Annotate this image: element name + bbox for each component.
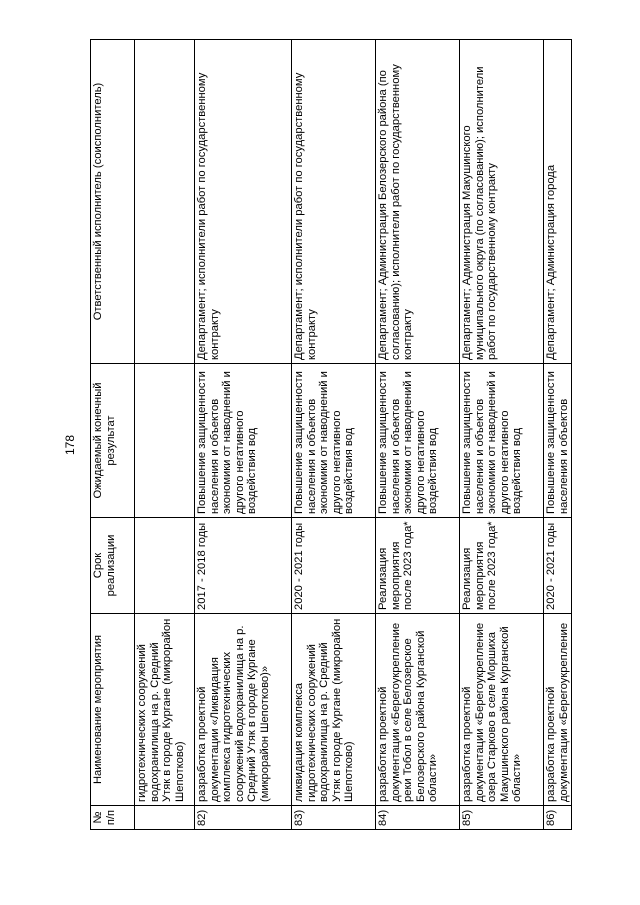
cell-num: 86): [544, 806, 572, 830]
table-row: [195, 40, 292, 830]
table-header-row: [91, 40, 135, 830]
cell-term: Реализация мероприятия после 2023 года*: [376, 518, 460, 614]
cell-executor: [135, 40, 195, 364]
page-number: 178: [63, 434, 77, 455]
cell-executor: Департамент; исполнители работ по государственному контракту: [195, 40, 292, 364]
cell-term: Реализация мероприятия после 2023 года*: [460, 518, 544, 614]
cell-term: 2020 - 2021 годы: [292, 518, 376, 614]
cell-num: 85): [460, 806, 544, 830]
table-row: [135, 40, 195, 830]
cell-num: [135, 806, 195, 830]
table-row: [460, 40, 544, 830]
cell-result: Повышение защищенности населения и объектов экономики от наводнений и другого негативного воздействия вод: [376, 364, 460, 518]
cell-num: 84): [376, 806, 460, 830]
cell-name: разработка проектной документации «Берегоукрепление озера Старково в селе Моршиха Макушинского района Курганской области»: [460, 614, 544, 806]
cell-num: 82): [195, 806, 292, 830]
table-row: [292, 40, 376, 830]
table-row: [544, 40, 572, 830]
cell-result: Повышение защищенности населения и объектов: [544, 364, 572, 518]
cell-result: Повышение защищенности населения и объектов экономики от наводнений и другого негативного воздействия вод: [195, 364, 292, 518]
cell-executor: Департамент; исполнители работ по государственному контракту: [292, 40, 376, 364]
header-name: Наименование мероприятия: [91, 614, 135, 806]
cell-result: [135, 364, 195, 518]
header-term: Срок реализации: [91, 518, 135, 614]
cell-term: [135, 518, 195, 614]
table-row: [376, 40, 460, 830]
cell-executor: Департамент; Администрация Макушинского муниципального округа (по согласованию); исполнители работ по государственному контракту: [460, 40, 544, 364]
header-num: № п/п: [91, 806, 135, 830]
cell-term: 2017 - 2018 годы: [195, 518, 292, 614]
cell-executor: Департамент; Администрация Белозерского района (по согласованию); исполнители работ по государственному контракту: [376, 40, 460, 364]
cell-term: 2020 - 2021 годы: [544, 518, 572, 614]
rotated-table-container: [90, 40, 569, 830]
cell-name: ликвидация комплекса гидротехнических сооружений водохранилища на р. Средний Утяк в городе Кургане (микрорайон Шепотково): [292, 614, 376, 806]
header-executor: Ответственный исполнитель (соисполнитель): [91, 40, 135, 364]
header-result: Ожидаемый конечный результат: [91, 364, 135, 518]
cell-executor: Департамент; Администрация города: [544, 40, 572, 364]
cell-result: Повышение защищенности населения и объектов экономики от наводнений и другого негативного воздействия вод: [292, 364, 376, 518]
cell-name: разработка проектной документации «Ликвидация комплекса гидротехнических сооружений водохранилища на р. Средний Утяк в городе Кургане (микрорайон Шепотково)»: [195, 614, 292, 806]
cell-name: гидротехнических сооружений водохранилища на р. Средний Утяк в городе Кургане (микрорайон Шепотково): [135, 614, 195, 806]
measures-table: [90, 39, 572, 830]
cell-name: разработка проектной документации «Берегоукрепление реки Тобол в селе Белозерское Белозерского района Курганской области»: [376, 614, 460, 806]
cell-name: разработка проектной документации «Берегоукрепление: [544, 614, 572, 806]
cell-num: 83): [292, 806, 376, 830]
cell-result: Повышение защищенности населения и объектов экономики от наводнений и другого негативного воздействия вод: [460, 364, 544, 518]
